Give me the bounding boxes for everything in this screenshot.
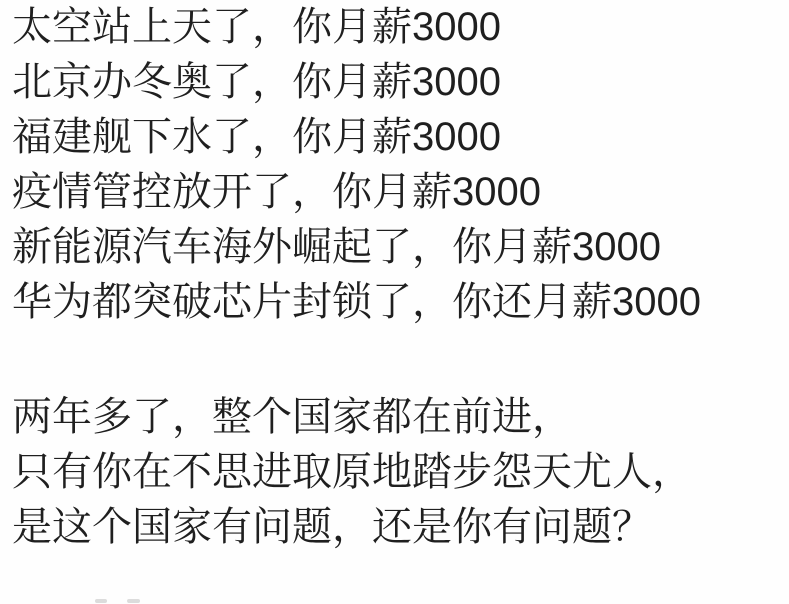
meme-text-block [12,0,701,555]
meme-line: 疫情管控放开了，你月薪3000 [12,170,541,214]
cropped-next-line-fragment [127,599,140,603]
meme-line: 两年多了，整个国家都在前进， [12,395,572,439]
meme-line: 太空站上天了，你月薪3000 [12,5,501,49]
meme-line: 北京办冬奥了，你月薪3000 [12,60,501,104]
meme-line: 福建舰下水了，你月薪3000 [12,115,501,159]
meme-line: 新能源汽车海外崛起了，你月薪3000 [12,225,661,269]
meme-line: 只有你在不思进取原地踏步怨天尤人， [12,450,692,494]
meme-line: 是这个国家有问题，还是你有问题？ [12,505,652,549]
meme-paragraph-conclusion [12,390,701,555]
meme-line: 华为都突破芯片封锁了，你还月薪3000 [12,280,701,324]
meme-paragraph-salary [12,0,701,330]
cropped-next-line-fragment [95,599,107,603]
